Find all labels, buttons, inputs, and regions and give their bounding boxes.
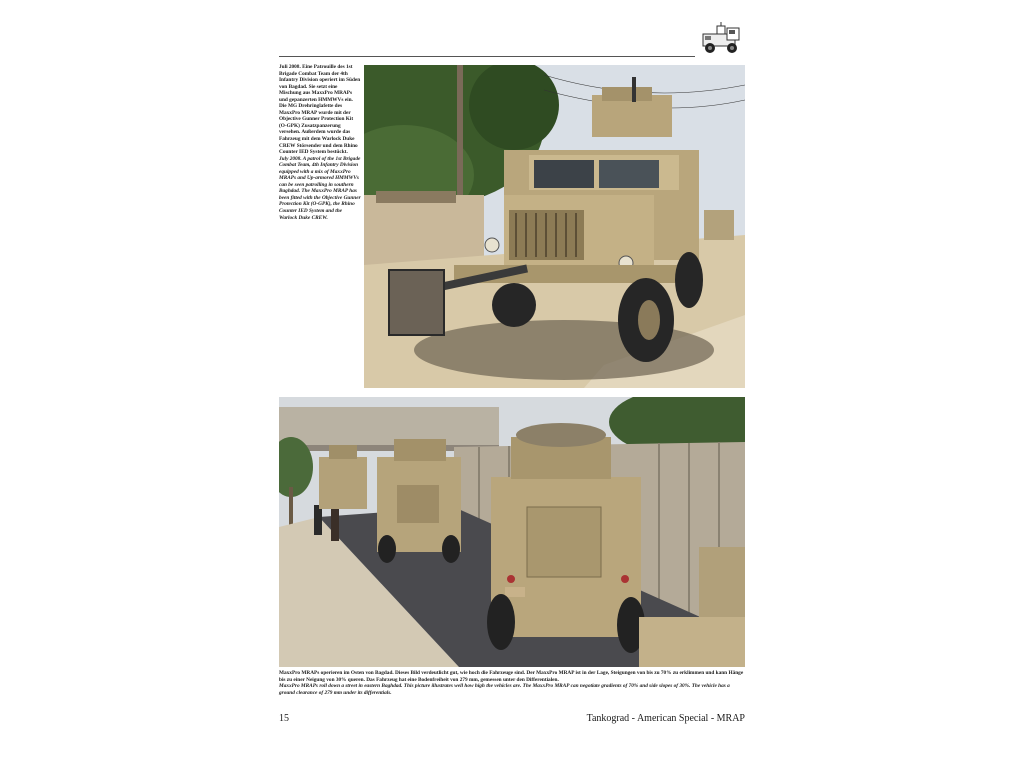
- side-caption-german: Juli 2008. Eine Patrouille des 1st Brigade Combat Team der 4th Infantry Division operiert im Süden von Bagdad. Sie setzt eine Mischung aus MaxxPro MRAPs und gepanzerten HMMWVs ein. Die MG Drehringlafette des MaxxPro MRAP wurde mit der Objective Gunner Protection Kit (O-GPK) Zusatzpanzerung versehen. Außerdem wurde das Fahrzeug mit dem Warlock Duke CREW Störsender und dem Rhino Counter IED System bestückt.: [279, 64, 361, 156]
- bottom-caption-english: MaxxPro MRAPs roll down a street in eastern Baghdad. This picture illustrates well how high the vehicles are. The MaxxPro MRAP can negotiate gradients of 70% and side slopes of 30%. The vehicle has a ground clearance of 279 mm under its differentials.: [279, 683, 730, 696]
- photo-maxxpro-mrap-front: [364, 65, 745, 388]
- header-rule: [279, 56, 695, 57]
- photo-maxxpro-convoy-street: [279, 397, 745, 667]
- side-caption: [279, 64, 361, 221]
- footer-title: Tankograd - American Special - MRAP: [586, 713, 745, 724]
- page-number: 15: [279, 713, 289, 724]
- bottom-caption-german: MaxxPro MRAPs operieren im Osten von Bagdad. Dieses Bild verdeutlicht gut, wie hoch die Fahrzeuge sind. Der MaxxPro MRAP ist in der Lage, Steigungen von bis zu 70% zu erklimmen und kann Hänge bis zu einer Neigung von 30% queren. Das Fahrzeug hat eine Bodenfreiheit von 279 mm, gemessen unter den Differentialen.: [279, 670, 744, 683]
- mrap-logo-icon: [699, 22, 745, 56]
- bottom-caption: [279, 670, 745, 696]
- side-caption-english: July 2008. A patrol of the 1st Brigade Combat Team, 4th Infantry Division equipped with a mix of MaxxPro MRAPs and Up-armored HMMWVs can be seen patrolling in southern Baghdad. The MaxxPro MRAP has been fitted with the Objective Gunner Protection Kit (O-GPK), the Rhino Counter IED System and the Warlock Duke CREW.: [279, 155, 361, 221]
